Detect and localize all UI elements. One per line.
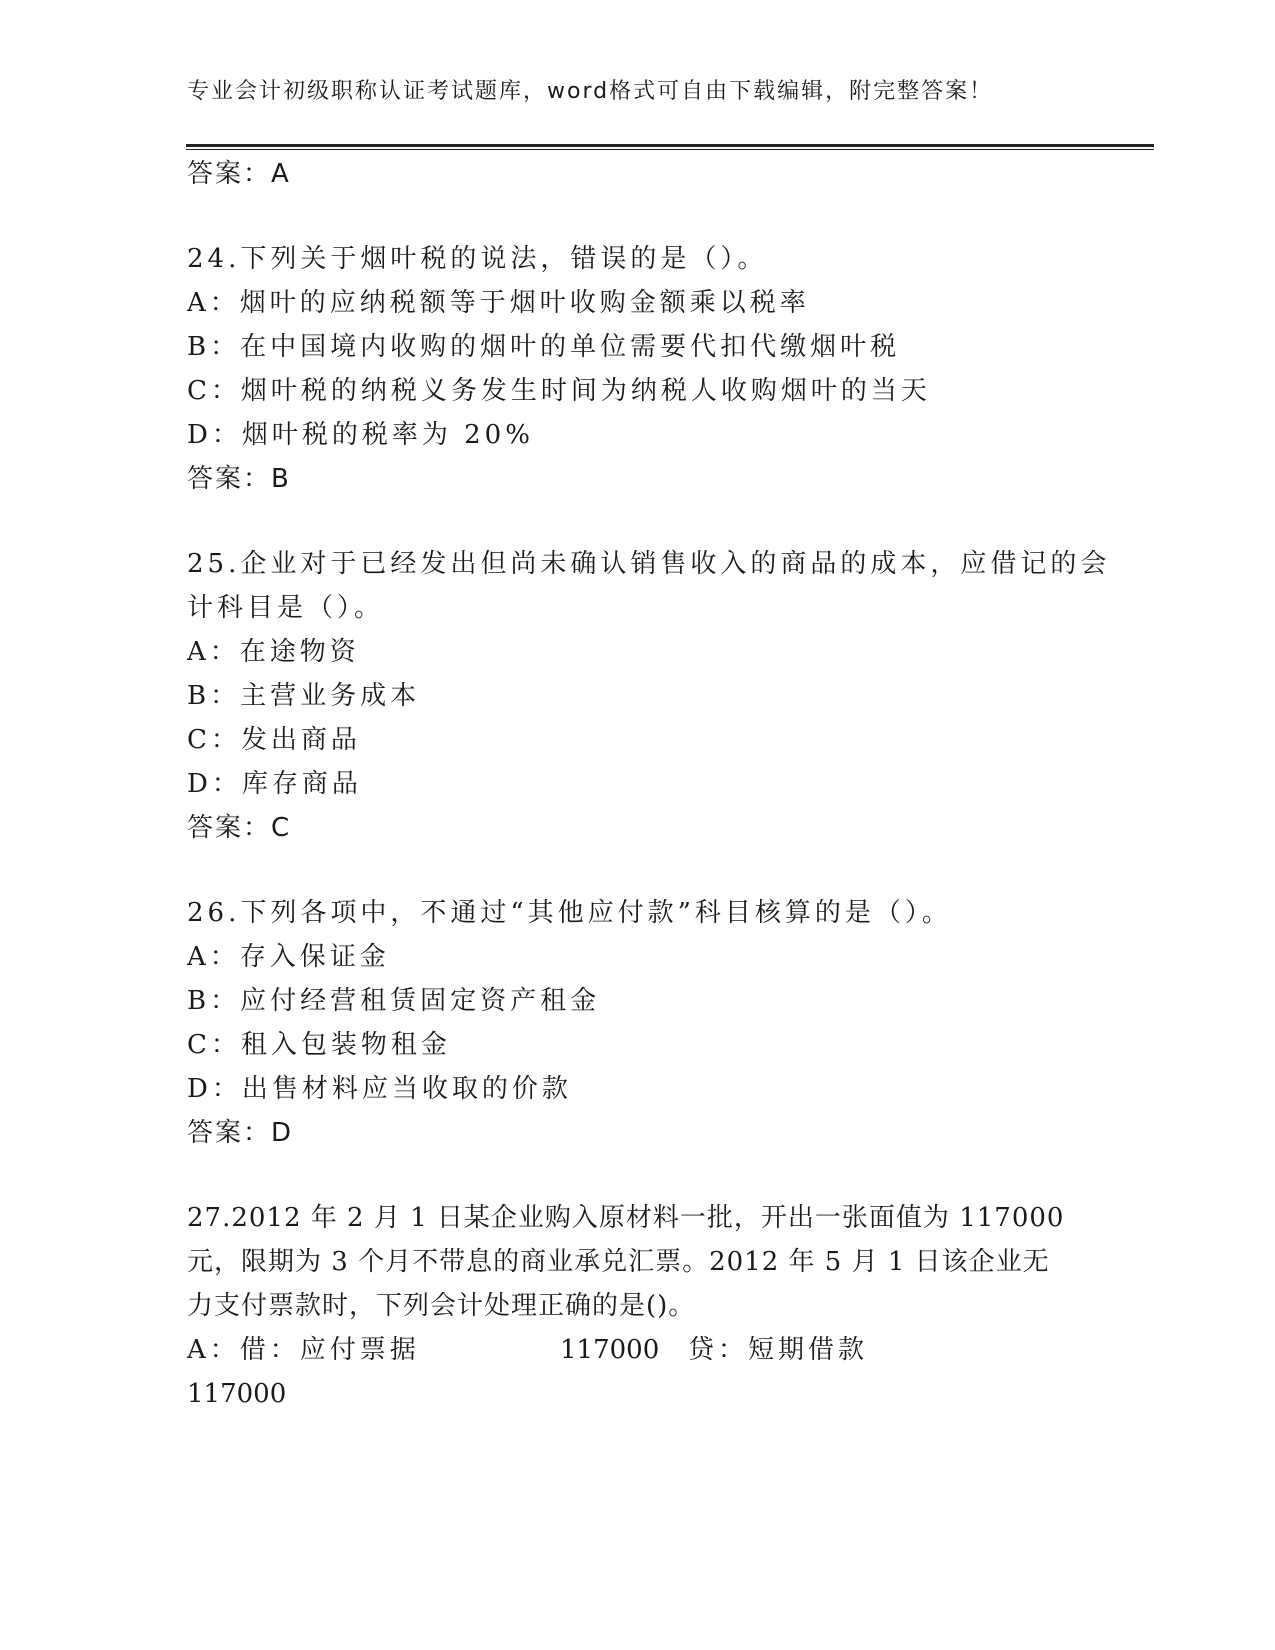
option-a-debit-amount: 117000 bbox=[560, 1335, 660, 1365]
question-24-option-c: C：烟叶税的纳税义务发生时间为纳税人收购烟叶的当天 bbox=[187, 376, 931, 406]
question-27-stem-line-3: 力支付票款时，下列会计处理正确的是()。 bbox=[187, 1291, 696, 1321]
question-24-option-a: A：烟叶的应纳税额等于烟叶收购金额乘以税率 bbox=[187, 288, 810, 318]
question-25-stem-line-2: 计科目是（）。 bbox=[187, 593, 385, 623]
question-26-option-c: C：租入包装物租金 bbox=[187, 1030, 451, 1060]
option-a-credit-entry: 贷：短期借款 bbox=[688, 1335, 869, 1365]
answer-23: 答案：A bbox=[187, 159, 291, 189]
question-26-option-d: D：出售材料应当收取的价款 bbox=[187, 1074, 572, 1104]
question-27-stem-line-1: 27.2012 年 2 月 1 日某企业购入原材料一批，开出一张面值为 117000 bbox=[187, 1203, 1065, 1233]
question-24-stem: 24.下列关于烟叶税的说法，错误的是（）。 bbox=[187, 244, 768, 274]
question-25-option-c: C：发出商品 bbox=[187, 725, 361, 755]
answer-24: 答案：B bbox=[187, 464, 291, 494]
question-25-option-a: A：在途物资 bbox=[187, 637, 360, 667]
answer-26: 答案：D bbox=[187, 1118, 294, 1148]
header-rule bbox=[186, 144, 1154, 150]
page-header: 专业会计初级职称认证考试题库，word格式可自由下载编辑，附完整答案！ bbox=[187, 79, 994, 104]
question-25-stem-line-1: 25.企业对于已经发出但尚未确认销售收入的商品的成本，应借记的会 bbox=[187, 549, 1111, 579]
question-25-option-b: B：主营业务成本 bbox=[187, 681, 421, 711]
question-25-option-d: D：库存商品 bbox=[187, 769, 362, 799]
question-26-stem: 26.下列各项中，不通过“其他应付款”科目核算的是（）。 bbox=[187, 898, 952, 928]
answer-25: 答案：C bbox=[187, 813, 292, 843]
option-a-debit-entry: A：借：应付票据 bbox=[187, 1335, 420, 1365]
question-26-option-a: A：存入保证金 bbox=[187, 942, 390, 972]
option-a-credit-amount: 117000 bbox=[187, 1379, 287, 1409]
question-26-option-b: B：应付经营租赁固定资产租金 bbox=[187, 986, 601, 1016]
question-24-option-d: D：烟叶税的税率为 20% bbox=[187, 420, 534, 450]
question-27-option-a bbox=[187, 1333, 868, 1367]
question-24-option-b: B：在中国境内收购的烟叶的单位需要代扣代缴烟叶税 bbox=[187, 332, 901, 362]
question-27-stem-line-2: 元，限期为 3 个月不带息的商业承兑汇票。2012 年 5 月 1 日该企业无 bbox=[187, 1247, 1050, 1277]
